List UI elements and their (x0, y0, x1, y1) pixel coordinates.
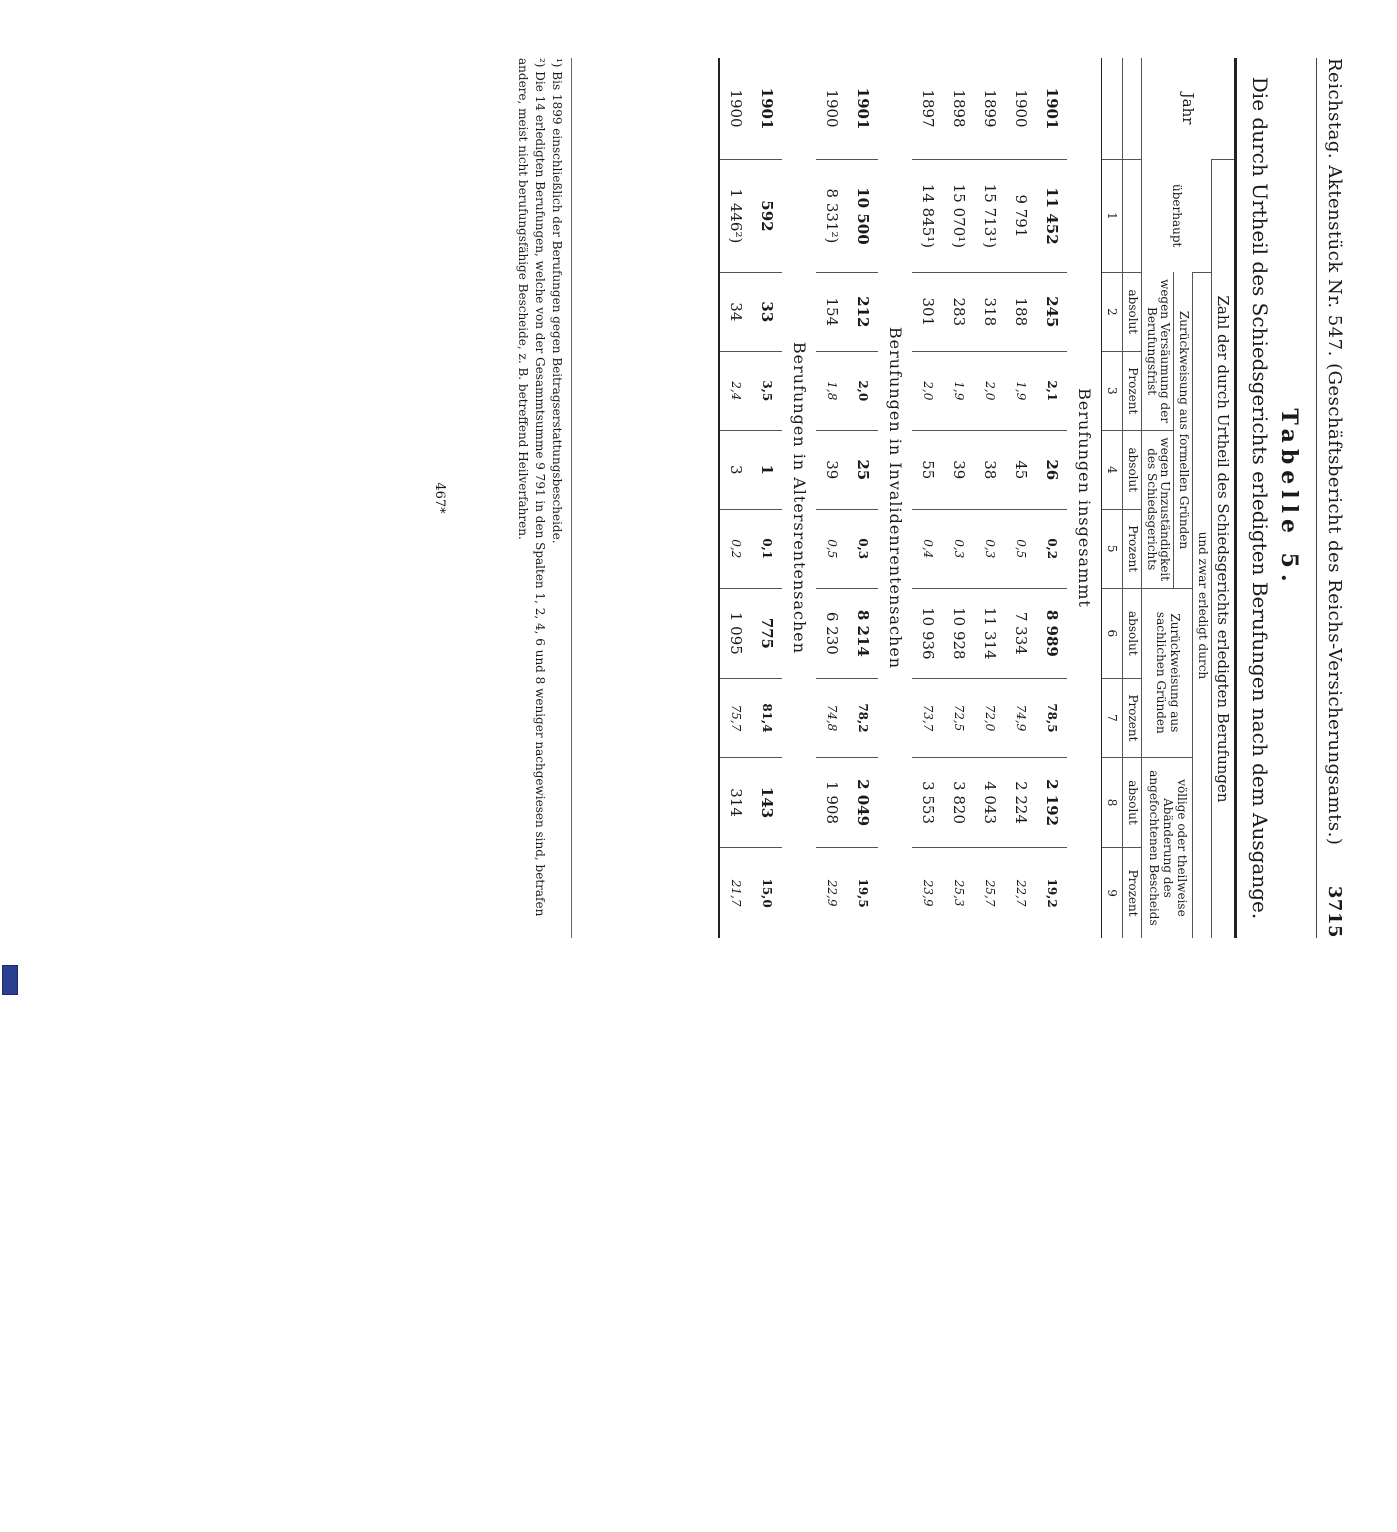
absolute-cell: 39 (943, 430, 974, 509)
section-title: Berufungen in Altersrentensachen (789, 341, 809, 655)
absolute-cell: 314 (719, 757, 751, 847)
footnote: ²) Die 14 erledigten Berufungen, welche von der Gesammtsumme 9 791 in den Spalten 1, 2, 4, 6 und 8 weniger nachgewiesen sind, betrafen andere, meist nicht berufungsfähige Bescheide, z. B. betreffend Heilverfahren. (516, 58, 548, 917)
section-header-row (1067, 58, 1102, 938)
col-number: 7 (1102, 678, 1123, 757)
year-cell: 1899 (980, 89, 999, 128)
aenderung-header: völlige oder theilweise Abänderung des angefochtenen Bescheids (1141, 757, 1192, 938)
absolute-cell: 38 (974, 430, 1005, 509)
absolute-cell: 8 214 (847, 588, 878, 678)
table-row (816, 58, 847, 938)
absolute-cell: 25 (847, 430, 878, 509)
total-cell: 14 845¹) (912, 160, 943, 273)
col-ueberhaupt-header: überhaupt (1141, 160, 1211, 273)
absolute-cell: 775 (751, 588, 782, 678)
table-row (719, 58, 751, 938)
percent-cell: 15,0 (751, 848, 782, 938)
absolute-cell: 2 192 (1036, 757, 1067, 847)
percent-cell: 25,7 (974, 848, 1005, 938)
section-header-row (878, 58, 912, 938)
percent-cell: 0,3 (974, 509, 1005, 588)
year-cell: 1900 (1011, 89, 1030, 128)
sachlich-header: Zurückweisung aus sachlichen Gründen (1141, 588, 1192, 757)
table-title: Tabelle 5. (1276, 408, 1302, 588)
col-number: 4 (1102, 430, 1123, 509)
percent-cell: 0,2 (719, 509, 751, 588)
percent-cell: 25,3 (943, 848, 974, 938)
col-number: 5 (1102, 509, 1123, 588)
formell-header: Zurückweisung aus formellen Gründen (1174, 272, 1193, 588)
rotated-page (347, 58, 1347, 938)
table-row (943, 58, 974, 938)
percent-cell: 0,3 (847, 509, 878, 588)
table-row (912, 58, 943, 938)
percent-cell: 0,5 (1005, 509, 1036, 588)
total-cell: 592 (751, 160, 782, 273)
absolute-cell: 245 (1036, 272, 1067, 351)
percent-cell: 74,9 (1005, 678, 1036, 757)
percent-cell: 2,0 (847, 351, 878, 430)
year-cell: 1897 (918, 89, 937, 128)
absolute-cell: 188 (1005, 272, 1036, 351)
total-cell: 9 791 (1005, 160, 1036, 273)
percent-cell: 1,9 (943, 351, 974, 430)
page-mark: 467* (432, 482, 447, 514)
absolute-cell: 55 (912, 430, 943, 509)
absolute-cell: 10 928 (943, 588, 974, 678)
percent-cell: 2,1 (1036, 351, 1067, 430)
header-page-number: 3715 (1324, 885, 1345, 938)
col-prozent: Prozent (1123, 509, 1142, 588)
table-row (847, 58, 878, 938)
absolute-cell: 3 (719, 430, 751, 509)
col-absolut: absolut (1123, 430, 1142, 509)
absolute-cell: 8 989 (1036, 588, 1067, 678)
year-cell: 1900 (822, 89, 841, 128)
col-number: 2 (1102, 272, 1123, 351)
absolute-cell: 33 (751, 272, 782, 351)
absolute-cell: 1 095 (719, 588, 751, 678)
percent-cell: 75,7 (719, 678, 751, 757)
table-subtitle: Die durch Urtheil des Schiedsgerichts erledigten Berufungen nach dem Ausgange. (1248, 76, 1272, 920)
absolute-cell: 26 (1036, 430, 1067, 509)
percent-cell: 2,4 (719, 351, 751, 430)
total-cell: 8 331²) (816, 160, 847, 273)
absolute-cell: 143 (751, 757, 782, 847)
group-header: Zahl der durch Urtheil des Schiedsgerichts erledigten Berufungen (1212, 160, 1236, 938)
section-title: Berufungen in Invalidenrentensachen (885, 326, 905, 670)
absolute-cell: 6 230 (816, 588, 847, 678)
col-number: 8 (1102, 757, 1123, 847)
dfg-logo (2, 965, 18, 995)
percent-cell: 72,0 (974, 678, 1005, 757)
total-cell: 15 713¹) (974, 160, 1005, 273)
total-cell: 11 452 (1036, 160, 1067, 273)
percent-cell: 0,2 (1036, 509, 1067, 588)
percent-cell: 0,3 (943, 509, 974, 588)
absolute-cell: 1 908 (816, 757, 847, 847)
absolute-cell: 39 (816, 430, 847, 509)
absolute-cell: 283 (943, 272, 974, 351)
percent-cell: 23,9 (912, 848, 943, 938)
percent-cell: 0,5 (816, 509, 847, 588)
section-header-row (782, 58, 816, 938)
running-header (1316, 58, 1347, 938)
percent-cell: 19,2 (1036, 848, 1067, 938)
absolute-cell: 154 (816, 272, 847, 351)
unzustaendigkeit-header: wegen Unzuständigkeit des Schiedsgerichts (1141, 430, 1174, 588)
col-absolut: absolut (1123, 272, 1142, 351)
col-number: 6 (1102, 588, 1123, 678)
percent-cell: 22,7 (1005, 848, 1036, 938)
percent-cell: 3,5 (751, 351, 782, 430)
absolute-cell: 318 (974, 272, 1005, 351)
table-row (1036, 58, 1067, 938)
col-absolut: absolut (1123, 588, 1142, 678)
und-zwar-header: und zwar erledigt durch (1193, 272, 1212, 938)
percent-cell: 0,4 (912, 509, 943, 588)
table-row (1005, 58, 1036, 938)
percent-cell: 74,8 (816, 678, 847, 757)
absolute-cell: 7 334 (1005, 588, 1036, 678)
col-prozent: Prozent (1123, 678, 1142, 757)
percent-cell: 72,5 (943, 678, 974, 757)
table-body (719, 58, 1102, 938)
percent-cell: 81,4 (751, 678, 782, 757)
absolute-cell: 11 314 (974, 588, 1005, 678)
col-number: 9 (1102, 848, 1123, 938)
year-cell: 1901 (757, 87, 776, 130)
percent-cell: 0,1 (751, 509, 782, 588)
header-title: Reichstag. Aktenstück Nr. 547. (Geschäftsbericht des Reichs-Versicherungsamts.) (1324, 58, 1345, 846)
absolute-cell: 301 (912, 272, 943, 351)
col-number: 1 (1102, 160, 1123, 273)
year-cell: 1900 (726, 89, 745, 128)
total-cell: 10 500 (847, 160, 878, 273)
total-cell: 1 446²) (719, 160, 751, 273)
page-content (347, 58, 1347, 938)
year-cell: 1901 (1042, 87, 1061, 130)
year-cell: 1901 (853, 87, 872, 130)
absolute-cell: 3 553 (912, 757, 943, 847)
percent-cell: 2,0 (912, 351, 943, 430)
table-row (751, 58, 782, 938)
percent-cell: 78,2 (847, 678, 878, 757)
absolute-cell: 1 (751, 430, 782, 509)
absolute-cell: 34 (719, 272, 751, 351)
col-prozent: Prozent (1123, 848, 1142, 938)
col-prozent: Prozent (1123, 351, 1142, 430)
absolute-cell: 2 224 (1005, 757, 1036, 847)
year-cell: 1898 (949, 89, 968, 128)
absolute-cell: 10 936 (912, 588, 943, 678)
percent-cell: 1,8 (816, 351, 847, 430)
col-absolut: absolut (1123, 757, 1142, 847)
percent-cell: 19,5 (847, 848, 878, 938)
absolute-cell: 212 (847, 272, 878, 351)
section-title: Berufungen insgesammt (1074, 388, 1094, 608)
col-number: 3 (1102, 351, 1123, 430)
absolute-cell: 45 (1005, 430, 1036, 509)
absolute-cell: 3 820 (943, 757, 974, 847)
percent-cell: 73,7 (912, 678, 943, 757)
percent-cell: 21,7 (719, 848, 751, 938)
absolute-cell: 4 043 (974, 757, 1005, 847)
percent-cell: 1,9 (1005, 351, 1036, 430)
col-jahr-header: Jahr (1141, 58, 1235, 160)
total-cell: 15 070¹) (943, 160, 974, 273)
percent-cell: 78,5 (1036, 678, 1067, 757)
versaeumung-header: wegen Versäumung der Berufungsfrist (1141, 272, 1174, 430)
table-row (974, 58, 1005, 938)
percent-cell: 22,9 (816, 848, 847, 938)
footnote: ¹) Bis 1899 einschließlich der Berufungen gegen Beitragserstattungsbescheide. (550, 58, 564, 544)
footnotes (515, 58, 572, 938)
statistics-table (718, 58, 1237, 938)
percent-cell: 2,0 (974, 351, 1005, 430)
absolute-cell: 2 049 (847, 757, 878, 847)
